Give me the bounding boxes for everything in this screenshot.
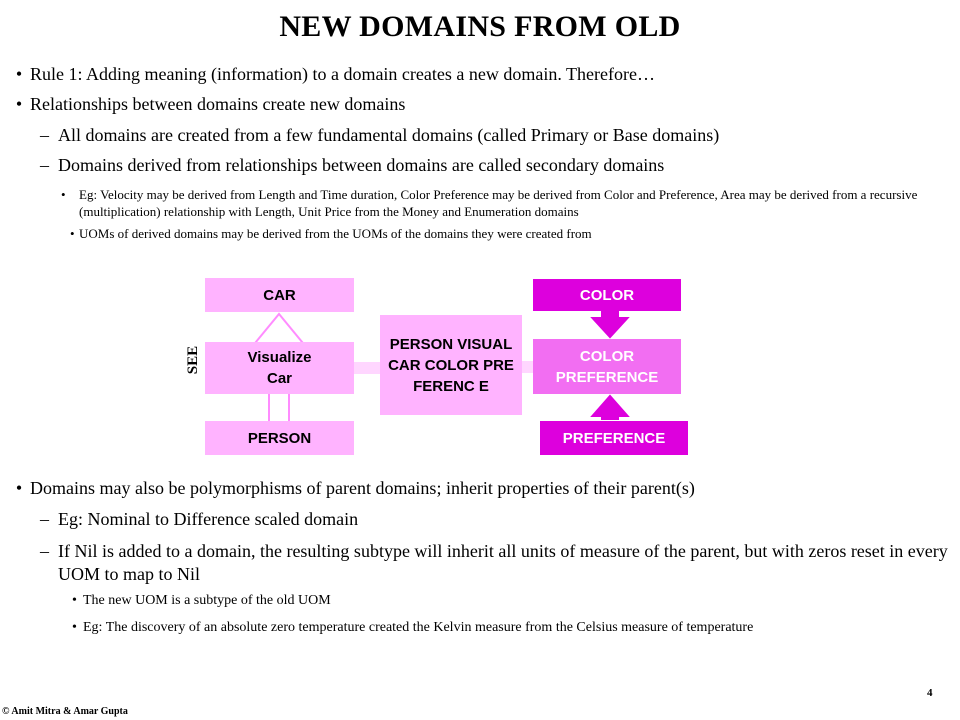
sub-bullet-text: Domains derived from relationships between domains are called secondary domains xyxy=(58,155,665,175)
sub-bullet-text: All domains are created from a few fundamental domains (called Primary or Base domains) xyxy=(58,125,720,145)
bullet-text: Rule 1: Adding meaning (information) to a domain creates a new domain. Therefore… xyxy=(30,64,655,84)
down-arrow-icon xyxy=(588,310,632,340)
subsub-bullet-text: UOMs of derived domains may be derived from the UOMs of the domains they were created from xyxy=(79,226,592,241)
connector-left xyxy=(352,362,380,374)
subsub-bullet-kelvin xyxy=(72,619,918,637)
bullet-dot-icon: • xyxy=(72,593,77,608)
visualize-car-box: Visualize Car xyxy=(205,342,354,394)
bullet-polymorphisms xyxy=(8,478,695,499)
sub-bullet-nominal xyxy=(40,509,358,530)
subsub-bullet-text: Eg: The discovery of an absolute zero temperature created the Kelvin measure from the Celsius measure of temperature xyxy=(83,620,754,635)
subsub-bullet-text: The new UOM is a subtype of the old UOM xyxy=(83,593,331,608)
dash-icon: – xyxy=(40,541,49,561)
bullet-dot-icon: • xyxy=(70,226,75,241)
copyright-footer: © Amit Mitra & Amar Gupta xyxy=(2,706,128,717)
up-arrow-icon xyxy=(588,393,632,421)
sub-bullet-text: If Nil is added to a domain, the resulting subtype will inherit all units of measure of the parent, but with zeros reset in every UOM to map to Nil xyxy=(58,541,948,584)
bullet-dot-icon: • xyxy=(15,94,23,114)
bullet-text: Relationships between domains create new domains xyxy=(30,94,406,114)
subsub-bullet-text: Eg: Velocity may be derived from Length and Time duration, Color Preference may be derived from Color and Preference, Area may be derived from a recursive (multiplication) relationship with Length, Unit Price from the Money and Enumeration domains xyxy=(79,187,918,219)
car-box: CAR xyxy=(205,278,354,312)
dash-icon: – xyxy=(40,155,49,175)
person-box: PERSON xyxy=(205,421,354,455)
color-box: COLOR xyxy=(533,279,681,311)
preference-box: PREFERENCE xyxy=(540,421,688,455)
bullet-dot-icon: • xyxy=(72,620,77,635)
sub-bullet-text: Eg: Nominal to Difference scaled domain xyxy=(58,509,359,529)
dash-icon: – xyxy=(40,125,49,145)
person-visual-car-color-preference-box: PERSON VISUAL CAR COLOR PREFERENC E xyxy=(380,315,522,415)
page-number: 4 xyxy=(927,687,933,699)
bullet-dot-icon: • xyxy=(15,478,23,498)
bullet-text: Domains may also be polymorphisms of parent domains; inherit properties of their parent(s) xyxy=(30,478,695,498)
subsub-bullet-new-uom xyxy=(72,593,331,609)
bullet-dot-icon: • xyxy=(61,187,66,202)
bullet-dot-icon: • xyxy=(15,64,23,84)
color-preference-box: COLOR PREFERENCE xyxy=(533,339,681,394)
page-title: NEW DOMAINS FROM OLD xyxy=(279,10,681,43)
dash-icon: – xyxy=(40,509,49,529)
see-label: SEE xyxy=(185,345,201,375)
sub-bullet-nil xyxy=(40,540,960,586)
